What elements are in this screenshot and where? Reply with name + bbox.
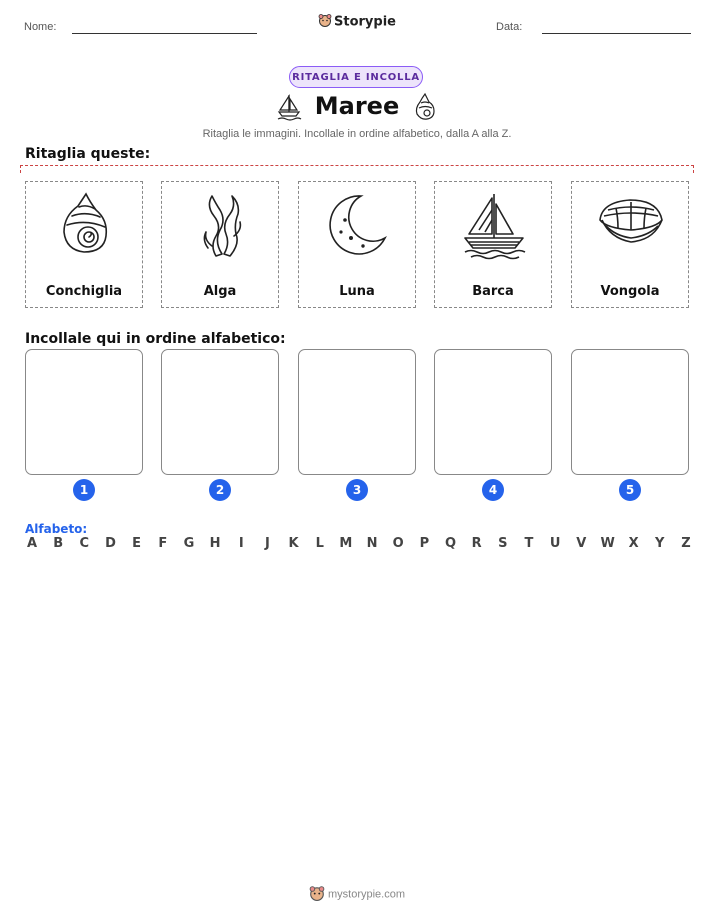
name-line[interactable] bbox=[72, 33, 257, 34]
cut-line bbox=[20, 165, 694, 173]
alphabet-letter: O bbox=[392, 536, 404, 551]
card-label: Alga bbox=[203, 284, 237, 299]
alphabet-letter: L bbox=[315, 536, 324, 551]
cut-card-alga[interactable] bbox=[161, 181, 279, 308]
alphabet-letter: F bbox=[158, 536, 168, 551]
paste-slot-3[interactable] bbox=[298, 349, 416, 475]
alphabet-letter: A bbox=[26, 536, 38, 551]
storypie-footer-logo-icon bbox=[309, 885, 325, 904]
date-line[interactable] bbox=[542, 33, 691, 34]
brand-header bbox=[0, 13, 714, 31]
paste-slot-2[interactable] bbox=[161, 349, 279, 475]
alphabet-letter: E bbox=[132, 536, 142, 551]
alphabet-letter: N bbox=[366, 536, 378, 551]
slot-number-5: 5 bbox=[619, 479, 641, 501]
paste-slot-4[interactable] bbox=[434, 349, 552, 475]
paste-heading: Incollale qui in ordine alfabetico: bbox=[25, 331, 286, 347]
cut-card-barca[interactable] bbox=[434, 181, 552, 308]
alphabet-letter: J bbox=[264, 536, 270, 551]
card-label: Luna bbox=[339, 284, 375, 299]
name-label: Nome: bbox=[24, 21, 57, 33]
slot-number-1: 1 bbox=[73, 479, 95, 501]
shell-title-icon bbox=[412, 92, 438, 122]
alphabet-heading: Alfabeto: bbox=[25, 522, 88, 536]
alphabet-letter: W bbox=[600, 536, 615, 551]
alphabet-letter: S bbox=[498, 536, 508, 551]
alphabet-letter: U bbox=[549, 536, 561, 551]
slot-number-3: 3 bbox=[346, 479, 368, 501]
alphabet-letter: I bbox=[238, 536, 244, 551]
storypie-logo-icon bbox=[318, 13, 332, 31]
footer-url[interactable]: mystorypie.com bbox=[327, 888, 406, 901]
paste-slot-5[interactable] bbox=[571, 349, 689, 475]
alphabet-letter: P bbox=[419, 536, 430, 551]
page-title: Maree bbox=[314, 92, 400, 120]
slot-number-4: 4 bbox=[482, 479, 504, 501]
alphabet-letter: V bbox=[576, 536, 587, 551]
alphabet-letter: Q bbox=[444, 536, 457, 551]
cut-card-luna[interactable] bbox=[298, 181, 416, 308]
clam-icon bbox=[596, 190, 666, 260]
card-label: Vongola bbox=[600, 284, 660, 299]
card-label: Barca bbox=[472, 284, 514, 299]
alphabet-letter: B bbox=[53, 536, 64, 551]
cut-card-conchiglia[interactable] bbox=[25, 181, 143, 308]
paste-slot-1[interactable] bbox=[25, 349, 143, 475]
alphabet-letter: Z bbox=[681, 536, 691, 551]
moon-icon bbox=[323, 190, 393, 260]
cut-card-vongola[interactable] bbox=[571, 181, 689, 308]
alphabet-letter: M bbox=[339, 536, 353, 551]
spiral-shell-icon bbox=[50, 190, 120, 260]
alphabet-letter: D bbox=[105, 536, 116, 551]
alphabet-letter: H bbox=[209, 536, 221, 551]
date-label: Data: bbox=[496, 21, 523, 33]
cut-heading: Ritaglia queste: bbox=[25, 146, 151, 162]
footer bbox=[0, 885, 714, 904]
instructions: Ritaglia le immagini. Incollale in ordine alfabetico, dalla A alla Z. bbox=[202, 128, 512, 140]
alphabet-letter: Y bbox=[655, 536, 665, 551]
activity-badge: RITAGLIA E INCOLLA bbox=[289, 66, 423, 88]
sailboat-icon bbox=[459, 190, 529, 260]
alphabet-letter: T bbox=[524, 536, 534, 551]
alphabet-row bbox=[25, 536, 693, 556]
card-label: Conchiglia bbox=[45, 284, 123, 299]
alphabet-letter: X bbox=[628, 536, 639, 551]
slot-number-2: 2 bbox=[209, 479, 231, 501]
brand-name: Storypie bbox=[334, 14, 396, 30]
alphabet-letter: R bbox=[471, 536, 482, 551]
alphabet-letter: C bbox=[79, 536, 90, 551]
alphabet-letter: K bbox=[288, 536, 299, 551]
alphabet-letter: G bbox=[183, 536, 195, 551]
seaweed-icon bbox=[186, 190, 256, 260]
